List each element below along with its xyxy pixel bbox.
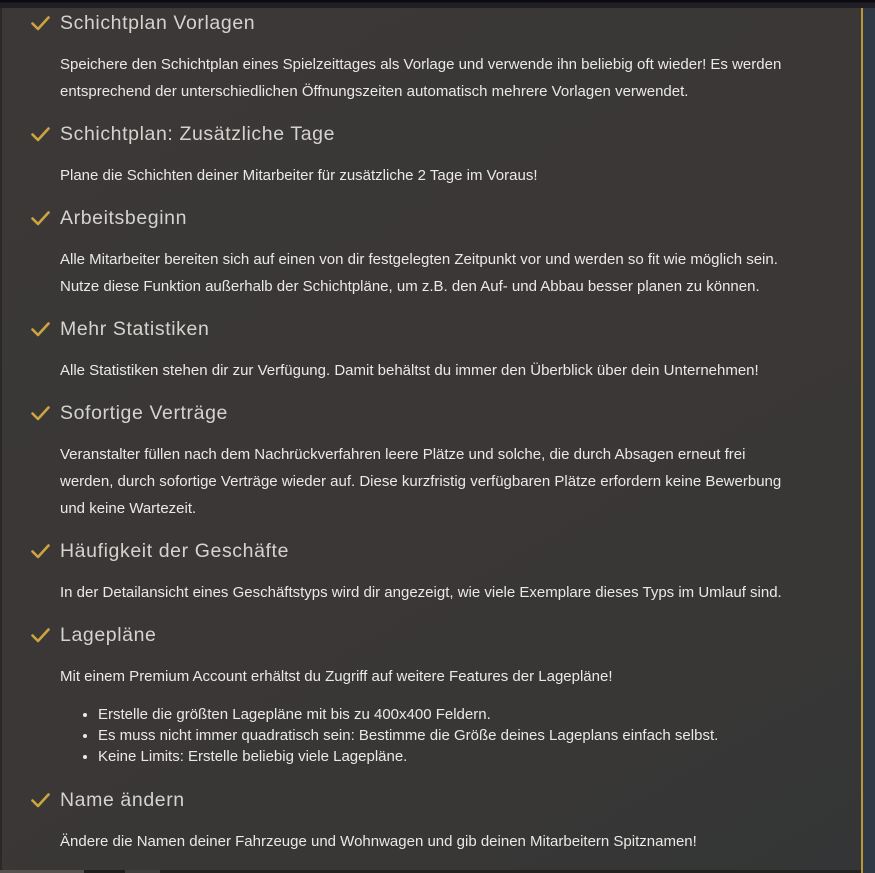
checkmark-icon [31,793,50,809]
panel-left-edge [0,8,2,873]
feature-description: Veranstalter füllen nach dem Nachrückverfahren leere Plätze und solche, die durch Absagen erneut frei werden, durch sofortige Verträge wieder auf. Diese kurzfristig verfügbaren Plätze erfordern keine Bewerbung und keine Wartezeit. [60,446,782,517]
feature-title: Arbeitsbeginn [60,207,188,229]
feature-description: Speichere den Schichtplan eines Spielzeittages als Vorlage und verwende ihn beliebig oft wieder! Es werden entsprechend der unterschiedlichen Öffnungszeiten automatisch mehrere Vorlagen verwendet. [60,56,782,100]
feature-title: Lagepläne [60,624,157,646]
feature-section-zusaetzliche-tage [60,121,861,189]
bullet-item: • Es muss nicht immer quadratisch sein: Bestimme die Größe deines Lageplans einfach selbst. [98,725,861,746]
checkmark-icon [31,544,50,560]
checkmark-icon [31,16,50,32]
feature-heading [60,538,861,565]
feature-title: Häufigkeit der Geschäfte [60,540,290,562]
feature-section-sofortige-vertraege [60,400,861,522]
feature-heading [60,787,861,814]
feature-description: Alle Statistiken stehen dir zur Verfügung. Damit behältst du immer den Überblick über dein Unternehmen! [60,362,759,379]
feature-title: Mehr Statistiken [60,318,210,340]
feature-title: Sofortige Verträge [60,402,228,424]
feature-section-mehr-statistiken [60,316,861,384]
feature-section-name-aendern [60,787,861,855]
feature-description: Plane die Schichten deiner Mitarbeiter für zusätzliche 2 Tage im Voraus! [60,167,538,184]
feature-section-haeufigkeit-der-geschaefte [60,538,861,606]
feature-heading [60,121,861,148]
feature-bullet-list [60,704,861,767]
feature-description: Alle Mitarbeiter bereiten sich auf einen von dir festgelegten Zeitpunkt vor und werden so fit wie möglich sein. Nutze diese Funktion außerhalb der Schichtpläne, um z.B. den Auf- und Abbau besser planen zu können. [60,251,778,295]
checkmark-icon [31,127,50,143]
checkmark-icon [31,406,50,422]
checkmark-icon [31,628,50,644]
feature-title: Name ändern [60,789,185,811]
feature-title: Schichtplan Vorlagen [60,12,256,34]
feature-heading [60,400,861,427]
checkmark-icon [31,322,50,338]
feature-list-panel [0,8,861,870]
feature-section-lageplaene [60,622,861,767]
feature-heading [60,622,861,649]
feature-section-arbeitsbeginn [60,205,861,300]
feature-title: Schichtplan: Zusätzliche Tage [60,123,336,145]
feature-section-schichtplan-vorlagen [60,10,861,105]
page-background-strip [863,8,875,873]
bullet-item: • Erstelle die größten Lagepläne mit bis zu 400x400 Feldern. [98,704,861,725]
feature-description: Mit einem Premium Account erhältst du Zugriff auf weitere Features der Lagepläne! [60,668,613,685]
feature-heading [60,205,861,232]
bullet-item: • Keine Limits: Erstelle beliebig viele Lagepläne. [98,746,861,767]
checkmark-icon [31,211,50,227]
feature-description: Ändere die Namen deiner Fahrzeuge und Wohnwagen und gib deinen Mitarbeitern Spitznamen! [60,833,697,850]
feature-description: In der Detailansicht eines Geschäftstyps wird dir angezeigt, wie viele Exemplare dieses Typs im Umlauf sind. [60,584,782,601]
feature-heading [60,316,861,343]
feature-heading [60,10,861,37]
window-top-bar [0,0,875,8]
